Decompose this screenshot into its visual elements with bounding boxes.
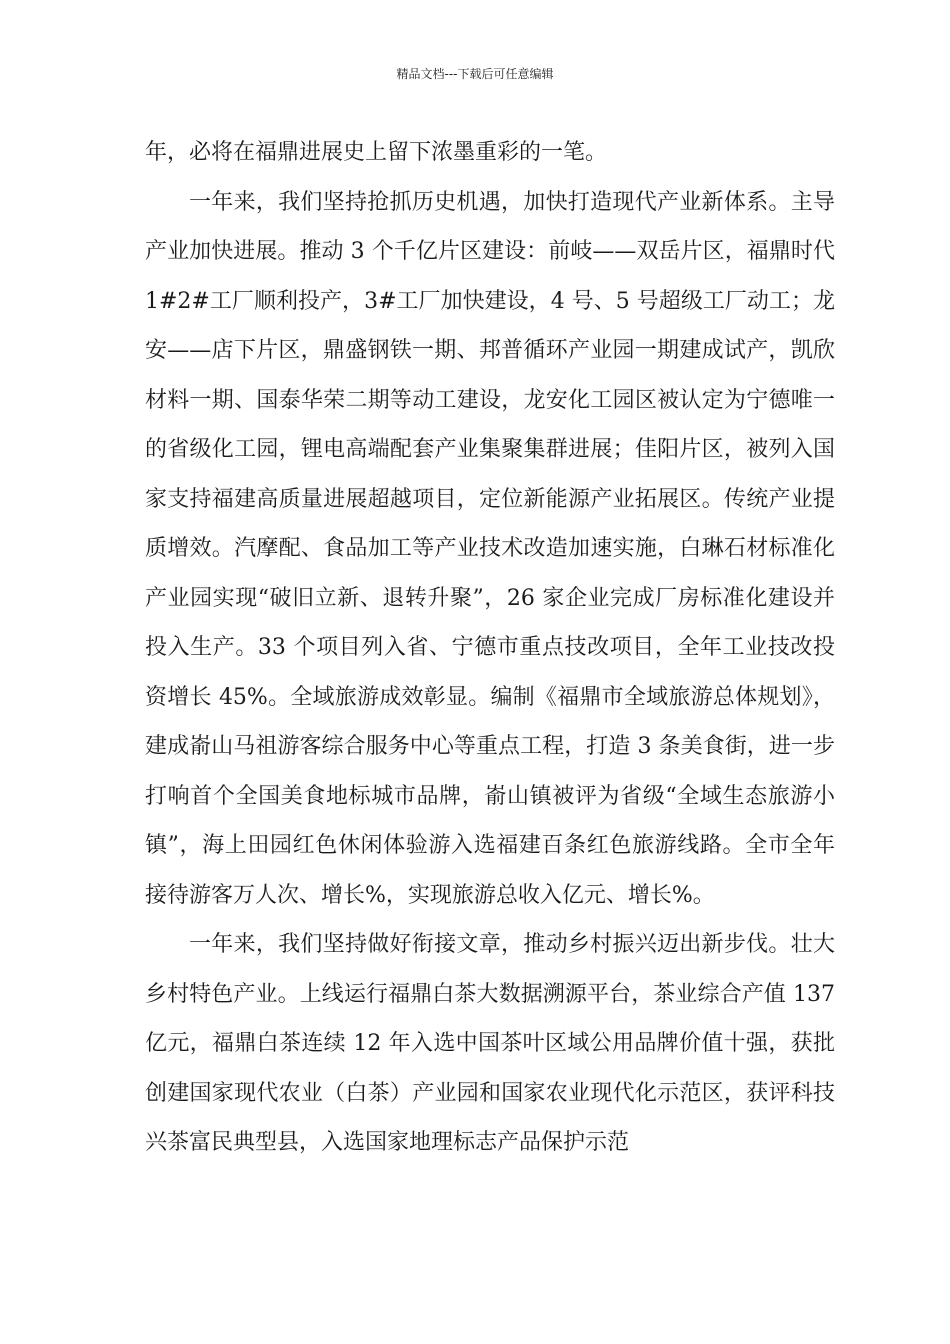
paragraph-industry: 一年来，我们坚持抢抓历史机遇，加快打造现代产业新体系。主导产业加快进展。推动 3 个千亿片区建设：前岐——双岳片区，福鼎时代 1#2#工厂顺利投产，3#工厂加快建设，4 号、5 号超级工厂动工；龙安——店下片区，鼎盛钢铁一期、邦普循环产业园一期建成试产，凯欣材料一期、国泰华荣二期等动工建设，龙安化工园区被认定为宁德唯一的省级化工园，锂电高端配套产业集聚集群进展；佳阳片区，被列入国家支持福建高质量进展超越项目，定位新能源产业拓展区。传统产业提质增效。汽摩配、食品加工等产业技术改造加速实施，白琳石材标准化产业园实现“破旧立新、退转升聚”，26 家企业完成厂房标准化建设并投入生产。33 个项目列入省、宁德市重点技改项目，全年工业技改投资增长 45%。全域旅游成效彰显。编制《福鼎市全域旅游总体规划》，建成嵛山马祖游客综合服务中心等重点工程，打造 3 条美食街，进一步打响首个全国美食地标城市品牌，嵛山镇被评为省级“全域生态旅游小镇”，海上田园红色休闲体验游入选福建百条红色旅游线路。全市全年接待游客万人次、增长%，实现旅游总收入亿元、增长%。 <box>145 189 835 908</box>
paragraph-continuation: 年，必将在福鼎进展史上留下浓墨重彩的一笔。 <box>145 140 608 165</box>
page-header: 精品文档---下载后可任意编辑 <box>396 67 554 81</box>
paragraph-rural-revitalization: 一年来，我们坚持做好衔接文章，推动乡村振兴迈出新步伐。壮大乡村特色产业。上线运行福鼎白茶大数据溯源平台，茶业综合产值 137 亿元，福鼎白茶连续 12 年入选中国茶叶区域公用品牌价值十强，获批创建国家现代农业（白茶）产业园和国家农业现代化示范区，获评科技兴茶富民典型县，入选国家地理标志产品保护示范 <box>145 932 835 1155</box>
document-body <box>145 128 835 1168</box>
